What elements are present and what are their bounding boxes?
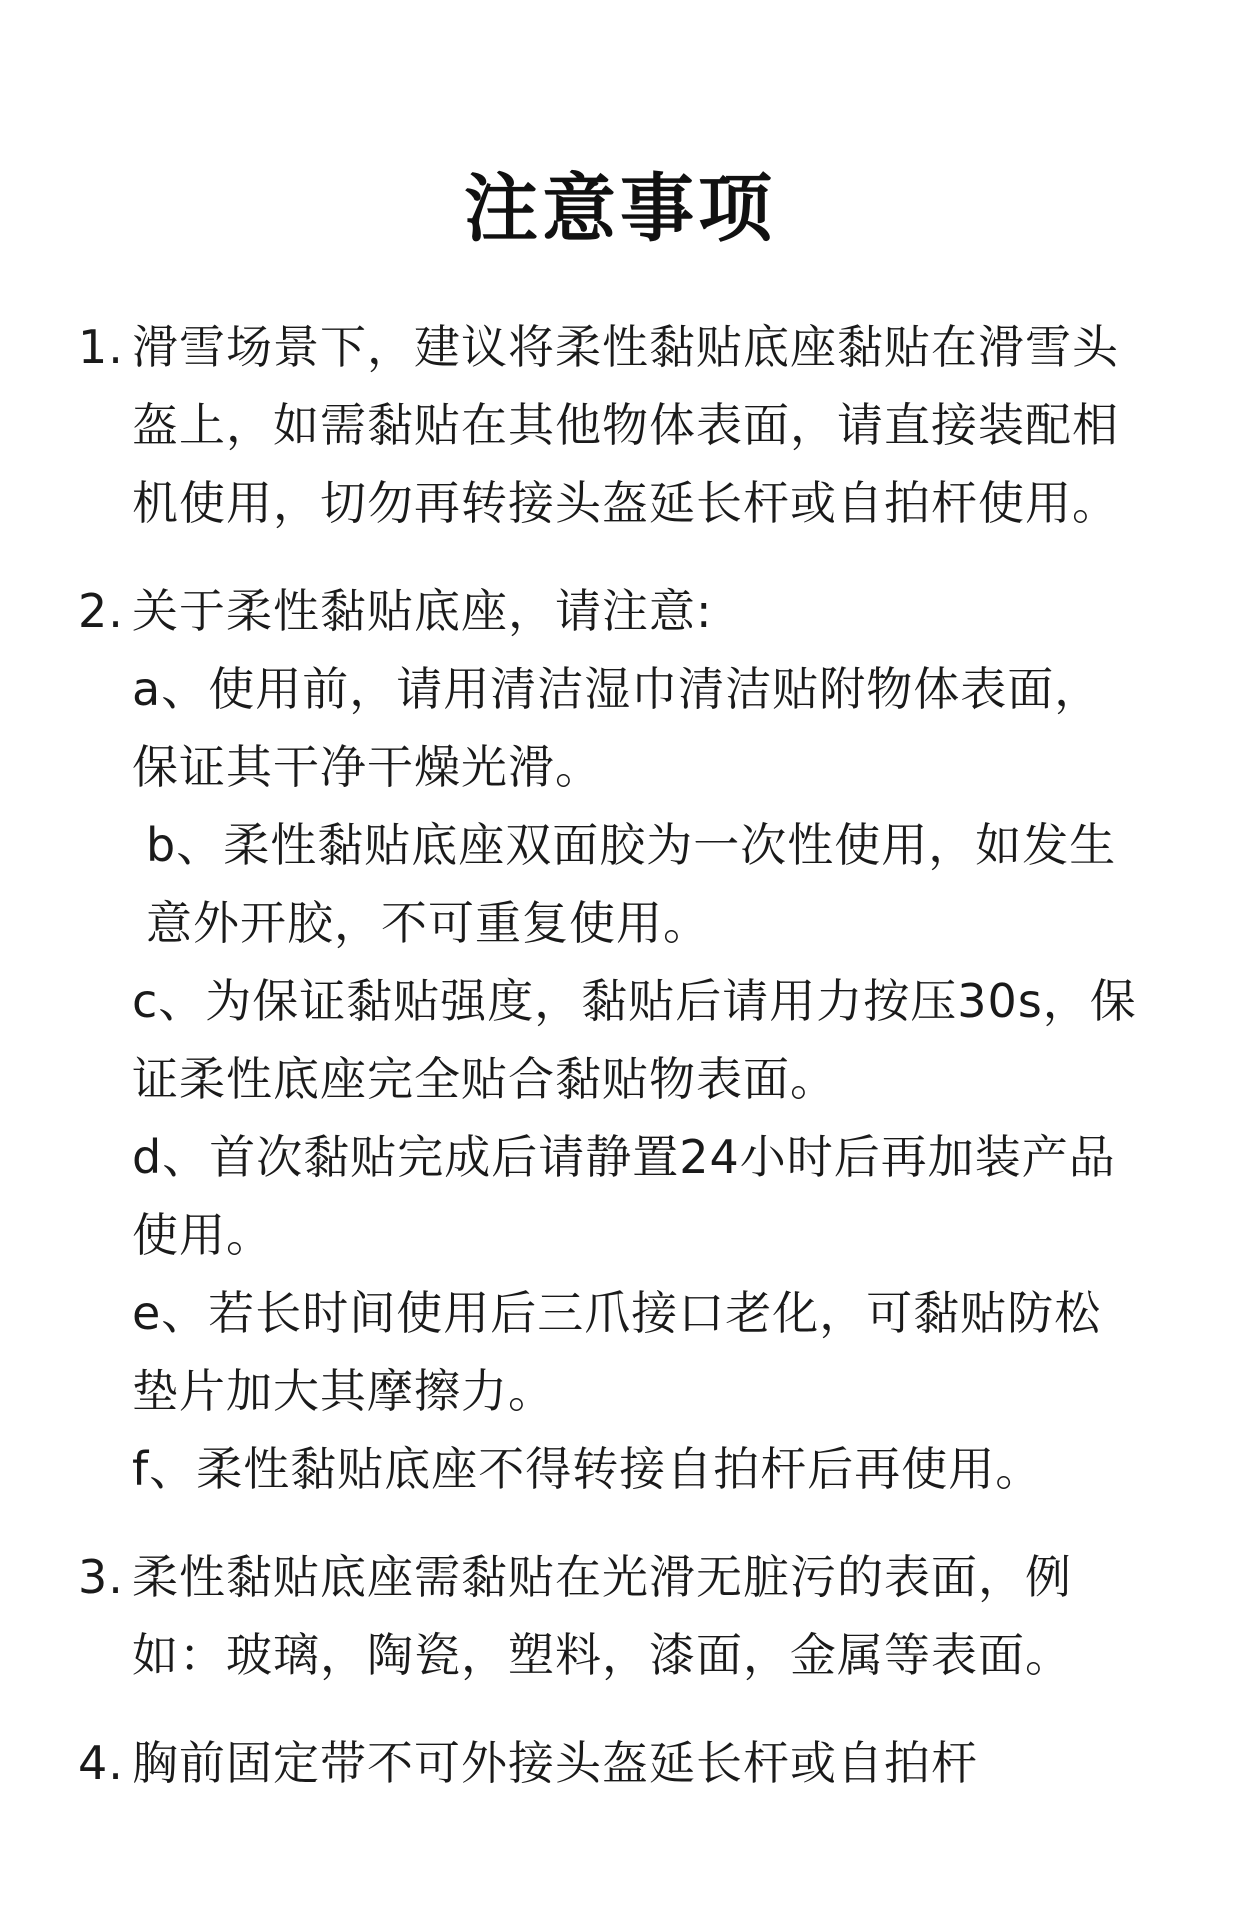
- sub-item: c、为保证黏贴强度，黏贴后请用力按压30s，保证柔性底座完全贴合黏贴物表面。: [132, 974, 1137, 1106]
- sub-item: e、若长时间使用后三爪接口老化，可黏贴防松垫片加大其摩擦力。: [132, 1286, 1102, 1418]
- page-title: 注意事项: [464, 166, 776, 252]
- item-text: 关于柔性黏贴底座，请注意:: [132, 584, 713, 638]
- sub-item: b、柔性黏贴底座双面胶为一次性使用，如发生意外开胶，不可重复使用。: [146, 818, 1117, 950]
- item-number: 3.: [78, 1550, 124, 1604]
- list-item: [78, 1724, 1148, 1802]
- item-text: 滑雪场景下，建议将柔性黏贴底座黏贴在滑雪头盔上，如需黏贴在其他物体表面，请直接装配相机使用，切勿再转接头盔延长杆或自拍杆使用。: [132, 320, 1119, 530]
- list-item: [78, 1538, 1148, 1694]
- list-item: [78, 308, 1148, 542]
- list-item: [78, 572, 1148, 1508]
- sub-item: f、柔性黏贴底座不得转接自拍杆后再使用。: [132, 1442, 1043, 1496]
- item-number: 4.: [78, 1736, 124, 1790]
- sub-item: d、首次黏贴完成后请静置24小时后再加装产品使用。: [132, 1130, 1116, 1262]
- item-text: 柔性黏贴底座需黏贴在光滑无脏污的表面，例如：玻璃，陶瓷，塑料，漆面，金属等表面。: [132, 1550, 1072, 1682]
- item-number: 2.: [78, 584, 124, 638]
- item-text: 胸前固定带不可外接头盔延长杆或自拍杆: [132, 1736, 978, 1790]
- sub-item: a、使用前，请用清洁湿巾清洁贴附物体表面，保证其干净干燥光滑。: [132, 662, 1102, 794]
- item-number: 1.: [78, 320, 124, 374]
- notice-list: [78, 308, 1148, 1832]
